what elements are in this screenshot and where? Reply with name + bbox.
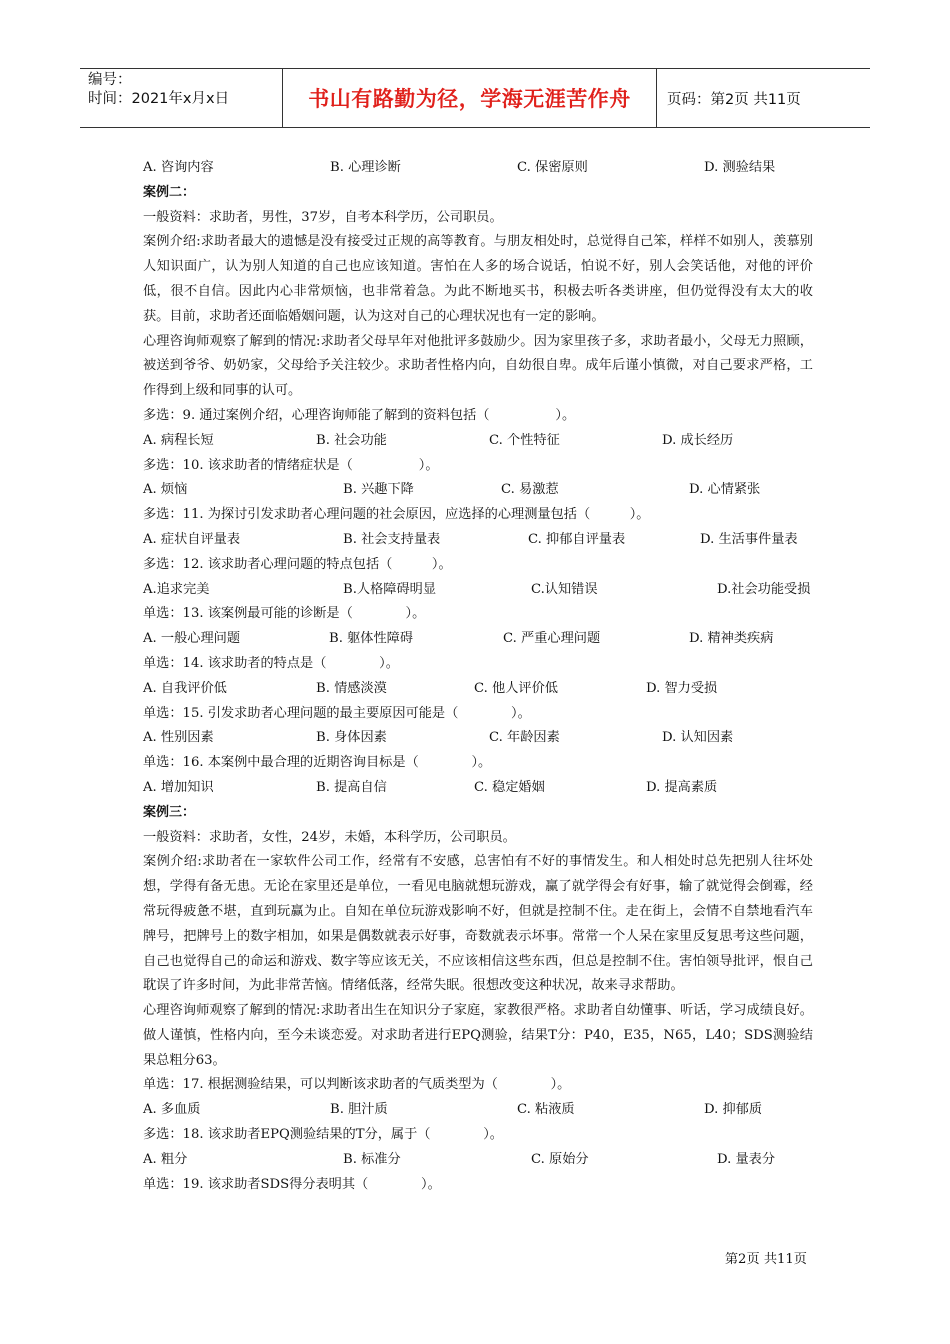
q18-options: [143, 1148, 813, 1173]
q8-options: [143, 156, 813, 181]
option: A. 症状自评量表: [143, 531, 241, 547]
option: D. 心情紧张: [689, 482, 761, 498]
option: C. 个性特征: [489, 432, 560, 448]
option: B. 身体因素: [316, 730, 387, 746]
question-11: 多选：11. 为探讨引发求助者心理问题的社会原因，应选择的心理测量包括（ ）。: [143, 507, 650, 523]
option: A. 咨询内容: [143, 160, 214, 175]
option: B. 情感淡漠: [316, 680, 387, 696]
case3-observation: 心理咨询师观察了解到的情况:求助者出生在知识分子家庭，家教很严格。求助者自幼懂事、听话，学习成绩良好。做人谨慎，性格内向，至今未谈恋爱。对求助者进行EPQ测验，结果T分：P40，E35，N65，L40；SDS测验结果总粗分63。: [143, 1003, 813, 1068]
option: B. 心理诊断: [330, 160, 401, 175]
case2-intro: 案例介绍:求助者最大的遗憾是没有接受过正规的高等教育。与朋友相处时，总觉得自己笨，样样不如别人，羡慕别人知识面广，认为别人知道的自己也应该知道。害怕在人多的场合说话，怕说不好，别人会笑话他，对他的评价低，很不自信。因此内心非常烦恼，也非常着急。为此不断地买书，积极去听各类讲座，但仍觉得没有太大的收获。目前，求助者还面临婚姻问题，认为这对自己的心理状况也有一定的影响。: [143, 234, 813, 324]
q14-options: [143, 677, 813, 702]
q16-options: [143, 776, 813, 801]
case2-title: 案例二：: [143, 184, 196, 200]
option: C. 抑郁自评量表: [528, 531, 626, 547]
question-15: 单选：15. 引发求助者心理问题的最主要原因可能是（ ）。: [143, 705, 531, 721]
q15-options: [143, 726, 813, 751]
question-12: 多选：12. 该求助者心理问题的特点包括（ ）。: [143, 556, 452, 572]
option: C. 稳定婚姻: [474, 779, 545, 795]
option: B. 社会支持量表: [343, 531, 441, 547]
option: C. 严重心理问题: [503, 631, 601, 647]
option: A. 增加知识: [143, 779, 214, 795]
option: D. 认知因素: [662, 730, 734, 746]
option: B. 躯体性障碍: [329, 631, 414, 647]
option: B. 社会功能: [316, 432, 387, 448]
question-10: 多选：10. 该求助者的情绪症状是（ ）。: [143, 457, 439, 473]
option: D. 智力受损: [646, 680, 718, 696]
q9-options: [143, 429, 813, 454]
option: D. 提高素质: [646, 779, 718, 795]
option: A. 自我评价低: [143, 680, 227, 696]
option: D. 抑郁质: [704, 1102, 763, 1118]
q10-options: [143, 478, 813, 503]
option: D. 精神类疾病: [689, 631, 774, 647]
option: B. 兴趣下降: [343, 482, 414, 498]
option: C. 粘液质: [517, 1102, 575, 1118]
option: A. 粗分: [143, 1151, 188, 1167]
option: C. 他人评价低: [474, 680, 558, 696]
page-footer: 第2页 共11页: [724, 1252, 807, 1267]
q11-options: [143, 528, 813, 553]
date-label: 时间：2021年x月x日: [88, 91, 230, 107]
option: C.认知错误: [531, 581, 598, 597]
question-9: 多选：9. 通过案例介绍，心理咨询师能了解到的资料包括（ ）。: [143, 407, 576, 423]
option: A. 病程长短: [143, 432, 214, 448]
option: B. 胆汁质: [330, 1102, 388, 1118]
question-17: 单选：17. 根据测验结果，可以判断该求助者的气质类型为（ ）。: [143, 1077, 571, 1093]
option: B.人格障碍明显: [343, 581, 437, 597]
header-motto: 书山有路勤为径，学海无涯苦作舟: [283, 69, 657, 127]
case3-info: 一般资料：求助者，女性，24岁，未婚，本科学历，公司职员。: [143, 829, 516, 845]
question-13: 单选：13. 该案例最可能的诊断是（ ）。: [143, 606, 426, 622]
option: B. 提高自信: [316, 779, 387, 795]
option: D.社会功能受损: [717, 581, 811, 597]
q17-options: [143, 1098, 813, 1123]
case3-intro: 案例介绍:求助者在一家软件公司工作，经常有不安感，总害怕有不好的事情发生。和人相处时总先把别人往坏处想，学得有备无患。无论在家里还是单位，一看见电脑就想玩游戏，赢了就学得会有好事，输了就觉得会倒霉，经常玩得疲惫不堪，直到玩赢为止。自知在单位玩游戏影响不好，但就是控制不住。走在街上，会情不自禁地看汽车牌号，把牌号上的数字相加，如果是偶数就表示好事，奇数就表示坏事。常常一个人呆在家里反复思考这些问题，自己也觉得自己的命运和游戏、数字等应该无关，不应该相信这些东西，但总是控制不住。害怕领导批评，恨自己耽误了许多时间，为此非常苦恼。情绪低落，经常失眠。很想改变这种状况，故来寻求帮助。: [143, 854, 813, 994]
question-19: 单选：19. 该求助者SDS得分表明其（ ）。: [143, 1176, 441, 1192]
header-meta: [80, 69, 283, 127]
option: B. 标准分: [343, 1151, 401, 1167]
option: A. 烦恼: [143, 482, 188, 498]
option: D. 成长经历: [662, 432, 734, 448]
option: D. 测验结果: [704, 160, 776, 175]
document-body: [143, 156, 813, 1197]
option: C. 保密原则: [517, 160, 588, 175]
option: D. 量表分: [717, 1151, 776, 1167]
page-header: [80, 68, 870, 128]
option: A. 多血质: [143, 1102, 201, 1118]
option: D. 生活事件量表: [700, 531, 798, 547]
case2-info: 一般资料：求助者，男性，37岁，自考本科学历，公司职员。: [143, 209, 503, 225]
case2-observation: 心理咨询师观察了解到的情况:求助者父母早年对他批评多鼓励少。因为家里孩子多，求助者最小，父母无力照顾，被送到爷爷、奶奶家，父母给予关注较少。求助者性格内向，自幼很自卑。成年后谨小慎微，对自己要求严格，工作得到上级和同事的认可。: [143, 333, 813, 399]
question-18: 多选：18. 该求助者EPQ测验结果的T分，属于（ ）。: [143, 1127, 503, 1143]
header-page-number: 页码：第2页 共11页: [667, 91, 801, 108]
question-14: 单选：14. 该求助者的特点是（ ）。: [143, 655, 399, 671]
case3-title: 案例三：: [143, 804, 196, 820]
option: A. 一般心理问题: [143, 631, 241, 647]
q13-options: [143, 627, 813, 652]
q12-options: [143, 578, 813, 603]
code-label: 编号：: [88, 72, 132, 88]
option: C. 原始分: [531, 1151, 589, 1167]
option: A.追求完美: [143, 581, 210, 597]
option: C. 易激惹: [501, 482, 559, 498]
question-16: 单选：16. 本案例中最合理的近期咨询目标是（ ）。: [143, 755, 492, 771]
option: C. 年龄因素: [489, 730, 560, 746]
option: A. 性别因素: [143, 730, 214, 746]
